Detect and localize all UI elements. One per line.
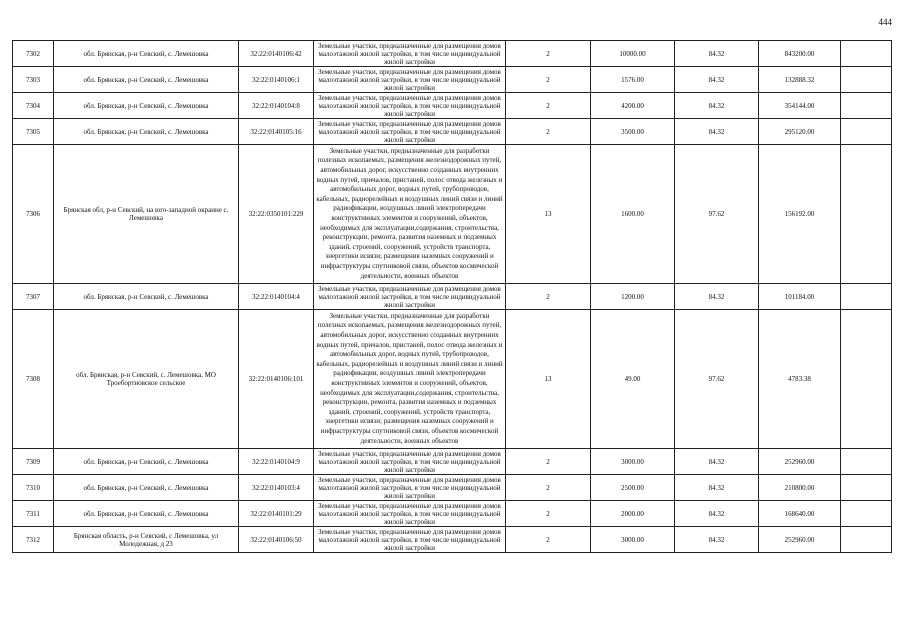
cadastral-number-cell: 32:22:0350101:229 (239, 145, 314, 284)
category-cell: 2 (506, 41, 591, 67)
area-cell: 1200.00 (591, 284, 675, 310)
area-cell: 1576.00 (591, 67, 675, 93)
empty-cell (841, 310, 892, 449)
category-cell: 2 (506, 93, 591, 119)
page-number: 444 (878, 17, 892, 27)
empty-cell (841, 119, 892, 145)
area-cell: 3000.00 (591, 449, 675, 475)
cadastral-cost-cell: 101184.00 (759, 284, 841, 310)
rate-cell: 97.62 (675, 145, 759, 284)
cadastral-cost-cell: 354144.00 (759, 93, 841, 119)
empty-cell (841, 145, 892, 284)
cadastral-number-cell: 32:22:0140106:50 (239, 527, 314, 553)
permitted-use-cell: Земельные участки, предназначенные для размещения домов малоэтажной жилой застройки, в том числе индивидуальной жилой застройки (314, 93, 506, 119)
permitted-use-cell: Земельные участки, предназначенные для размещения домов малоэтажной жилой застройки, в том числе индивидуальной жилой застройки (314, 527, 506, 553)
area-cell: 3500.00 (591, 119, 675, 145)
address-cell: обл. Брянская, р-н Севский, с. Лемешовка (54, 93, 239, 119)
area-cell: 10000.00 (591, 41, 675, 67)
table-row (13, 475, 892, 501)
rate-cell: 84.32 (675, 475, 759, 501)
rate-cell: 84.32 (675, 41, 759, 67)
cadastral-number-cell: 32:22:0140104:9 (239, 449, 314, 475)
area-cell: 3000.00 (591, 527, 675, 553)
address-cell: обл. Брянская, р-н Севский, с. Лемешовка (54, 119, 239, 145)
address-cell: Брянская область, р-н Севский, с Лемешовка, ул Молодежная, д 23 (54, 527, 239, 553)
empty-cell (841, 501, 892, 527)
cadastral-cost-cell: 210800.00 (759, 475, 841, 501)
permitted-use-cell: Земельные участки, предназначенные для размещения домов малоэтажной жилой застройки, в том числе индивидуальной жилой застройки (314, 67, 506, 93)
permitted-use-cell: Земельные участки, предназначенные для разработки полезных ископаемых, размещения железнодорожных путей, автомобильных дорог, искусственно созданных внутренних водных путей, причалов, пристаней, полос отвода железных и автомобильных дорог, водных путей, трубопроводов, кабельных, радиорелейных и воздушных линий связи и линий радиофикации, воздушных линий электропередачи конструктивных элементов и сооружений, объектов, необходимых для эксплуатации,содержания, строительства, реконструкции, ремонта, развития наземных и подземных зданий, строений, сооружений, устройств транспорта, энергетики исвязи; размещения наземных сооружений и инфраструктуры спутниковой связи, объектов космической деятельности, военных объектов (314, 145, 506, 284)
permitted-use-cell: Земельные участки, предназначенные для размещения домов малоэтажной жилой застройки, в том числе индивидуальной жилой застройки (314, 284, 506, 310)
permitted-use-cell: Земельные участки, предназначенные для размещения домов малоэтажной жилой застройки, в том числе индивидуальной жилой застройки (314, 119, 506, 145)
table-row (13, 527, 892, 553)
area-cell: 49.00 (591, 310, 675, 449)
table-row (13, 501, 892, 527)
row-number-cell: 7307 (13, 284, 54, 310)
empty-cell (841, 527, 892, 553)
cadastral-cost-cell: 252960.00 (759, 449, 841, 475)
category-cell: 2 (506, 119, 591, 145)
address-cell: обл. Брянская, р-н Севский, с. Лемешовка (54, 501, 239, 527)
empty-cell (841, 449, 892, 475)
rate-cell: 84.32 (675, 284, 759, 310)
cadastral-number-cell: 32:22:0140106:1 (239, 67, 314, 93)
row-number-cell: 7305 (13, 119, 54, 145)
empty-cell (841, 41, 892, 67)
address-cell: обл. Брянская, р-н Севский, с. Лемешовка (54, 475, 239, 501)
empty-cell (841, 93, 892, 119)
address-cell: обл. Брянская, р-н Севский, с. Лемешовка (54, 41, 239, 67)
rate-cell: 97.62 (675, 310, 759, 449)
empty-cell (841, 284, 892, 310)
address-cell: обл. Брянская, р-н Севский, с. Лемешовка (54, 449, 239, 475)
category-cell: 2 (506, 449, 591, 475)
cadastral-cost-cell: 843200.00 (759, 41, 841, 67)
rate-cell: 84.32 (675, 501, 759, 527)
table-row (13, 145, 892, 284)
rate-cell: 84.32 (675, 93, 759, 119)
permitted-use-cell: Земельные участки, предназначенные для размещения домов малоэтажной жилой застройки, в том числе индивидуальной жилой застройки (314, 501, 506, 527)
address-cell: обл. Брянская, р-н Севский, с. Лемешовка (54, 284, 239, 310)
rate-cell: 84.32 (675, 527, 759, 553)
cadastral-cost-cell: 132888.32 (759, 67, 841, 93)
cadastral-number-cell: 32:22:0140106:42 (239, 41, 314, 67)
cadastral-number-cell: 32:22:0140106:101 (239, 310, 314, 449)
category-cell: 13 (506, 145, 591, 284)
cadastral-number-cell: 32:22:0140101:29 (239, 501, 314, 527)
cadastral-number-cell: 32:22:0140105:16 (239, 119, 314, 145)
row-number-cell: 7306 (13, 145, 54, 284)
empty-cell (841, 475, 892, 501)
category-cell: 13 (506, 310, 591, 449)
area-cell: 2500.00 (591, 475, 675, 501)
address-cell: обл. Брянская, р-н Севский, с. Лемешовка, МО Троебортновское сельское (54, 310, 239, 449)
cadastral-cost-cell: 4783.38 (759, 310, 841, 449)
category-cell: 2 (506, 284, 591, 310)
table-body (13, 41, 892, 553)
cadastral-cost-cell: 252960.00 (759, 527, 841, 553)
cadastral-number-cell: 32:22:0140103:4 (239, 475, 314, 501)
permitted-use-cell: Земельные участки, предназначенные для разработки полезных ископаемых, размещения железнодорожных путей, автомобильных дорог, искусственно созданных внутренних водных путей, причалов, пристаней, полос отвода железных и автомобильных дорог, водных путей, трубопроводов, кабельных, радиорелейных и воздушных линий связи и линий радиофикации, воздушных линий электропередачи конструктивных элементов и сооружений, объектов, необходимых для эксплуатации,содержания, строительства, реконструкции, ремонта, развития наземных и подземных зданий, строений, сооружений, устройств транспорта, энергетики исвязи; размещения наземных сооружений и инфраструктуры спутниковой связи, объектов космической деятельности, военных объектов (314, 310, 506, 449)
row-number-cell: 7309 (13, 449, 54, 475)
empty-cell (841, 67, 892, 93)
row-number-cell: 7310 (13, 475, 54, 501)
permitted-use-cell: Земельные участки, предназначенные для размещения домов малоэтажной жилой застройки, в том числе индивидуальной жилой застройки (314, 475, 506, 501)
table-row (13, 93, 892, 119)
land-registry-table (12, 40, 892, 553)
rate-cell: 84.32 (675, 119, 759, 145)
rate-cell: 84.32 (675, 67, 759, 93)
row-number-cell: 7311 (13, 501, 54, 527)
address-cell: Брянская обл, р-н Севский, на юго-западной окраине с. Лемешовка (54, 145, 239, 284)
table-row (13, 310, 892, 449)
area-cell: 1600.00 (591, 145, 675, 284)
table-row (13, 119, 892, 145)
cadastral-number-cell: 32:22:0140104:4 (239, 284, 314, 310)
cadastral-cost-cell: 295120.00 (759, 119, 841, 145)
cadastral-cost-cell: 156192.00 (759, 145, 841, 284)
table-row (13, 67, 892, 93)
cadastral-cost-cell: 168640.00 (759, 501, 841, 527)
row-number-cell: 7303 (13, 67, 54, 93)
row-number-cell: 7308 (13, 310, 54, 449)
category-cell: 2 (506, 475, 591, 501)
permitted-use-cell: Земельные участки, предназначенные для размещения домов малоэтажной жилой застройки, в том числе индивидуальной жилой застройки (314, 449, 506, 475)
rate-cell: 84.32 (675, 449, 759, 475)
table-row (13, 41, 892, 67)
category-cell: 2 (506, 67, 591, 93)
table-row (13, 449, 892, 475)
row-number-cell: 7312 (13, 527, 54, 553)
category-cell: 2 (506, 501, 591, 527)
category-cell: 2 (506, 527, 591, 553)
row-number-cell: 7304 (13, 93, 54, 119)
permitted-use-cell: Земельные участки, предназначенные для размещения домов малоэтажной жилой застройки, в том числе индивидуальной жилой застройки (314, 41, 506, 67)
area-cell: 4200.00 (591, 93, 675, 119)
row-number-cell: 7302 (13, 41, 54, 67)
address-cell: обл. Брянская, р-н Севский, с. Лемешовка (54, 67, 239, 93)
area-cell: 2000.00 (591, 501, 675, 527)
cadastral-number-cell: 32:22:0140104:8 (239, 93, 314, 119)
table-row (13, 284, 892, 310)
